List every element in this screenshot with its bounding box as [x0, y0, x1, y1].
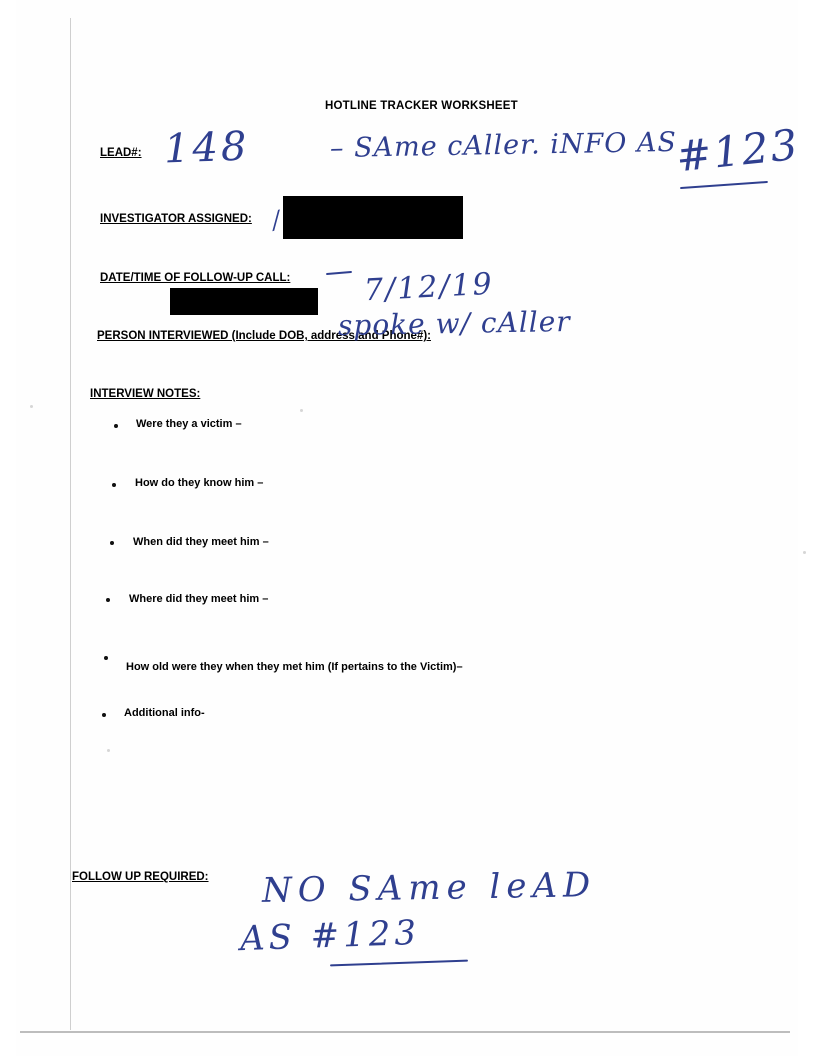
page-title: HOTLINE TRACKER WORKSHEET: [325, 100, 518, 112]
handwritten-followup-line1: NO SAme leAD: [261, 865, 597, 911]
handwritten-followup-date: 7/12/19: [363, 266, 495, 309]
handwritten-lead-note: – SAme cAller. iNFO AS: [329, 126, 678, 165]
redaction-block-investigator: [283, 196, 463, 239]
page-left-margin: [0, 0, 16, 1056]
handwritten-investigator-mark: /: [269, 205, 283, 235]
list-item: Additional info-: [124, 707, 205, 719]
scan-speck: [107, 749, 110, 752]
handwritten-followup-line2: AS #123: [239, 912, 421, 960]
interview-notes-label: INTERVIEW NOTES:: [90, 388, 201, 400]
person-interviewed-label: PERSON INTERVIEWED (Include DOB, address and Phone#):: [97, 330, 431, 342]
follow-up-required-label: FOLLOW UP REQUIRED:: [72, 871, 209, 883]
handwritten-spoke-note: spoke w/ cAller: [337, 304, 571, 343]
handwritten-underline: [330, 960, 468, 967]
bullet-icon: [112, 483, 116, 487]
bullet-icon: [102, 713, 106, 717]
bullet-icon: [110, 541, 114, 545]
handwritten-underline: [680, 181, 768, 189]
list-item: Where did they meet him –: [129, 593, 269, 605]
handwritten-lead-number: 148: [163, 123, 251, 173]
followup-call-datetime-label: DATE/TIME OF FOLLOW-UP CALL:: [100, 272, 291, 284]
scan-speck: [300, 409, 303, 412]
bullet-icon: [114, 424, 118, 428]
list-item: How old were they when they met him (If pertains to the Victim)–: [126, 661, 463, 673]
handwritten-dash: [326, 271, 352, 275]
lead-number-label: LEAD#:: [100, 147, 142, 159]
list-item: How do they know him –: [135, 477, 264, 489]
list-item: When did they meet him –: [133, 536, 269, 548]
page-bottom-edge: [20, 1031, 790, 1033]
handwritten-lead-reference: #123: [673, 119, 802, 182]
binder-margin-line: [70, 18, 71, 1030]
scan-speck: [30, 405, 33, 408]
bullet-icon: [106, 598, 110, 602]
scan-speck: [803, 551, 806, 554]
list-item: Were they a victim –: [136, 418, 242, 430]
bullet-icon: [104, 656, 108, 660]
investigator-assigned-label: INVESTIGATOR ASSIGNED:: [100, 213, 252, 225]
redaction-block-person-interviewed: [170, 288, 318, 315]
page-right-margin: [798, 0, 816, 1056]
